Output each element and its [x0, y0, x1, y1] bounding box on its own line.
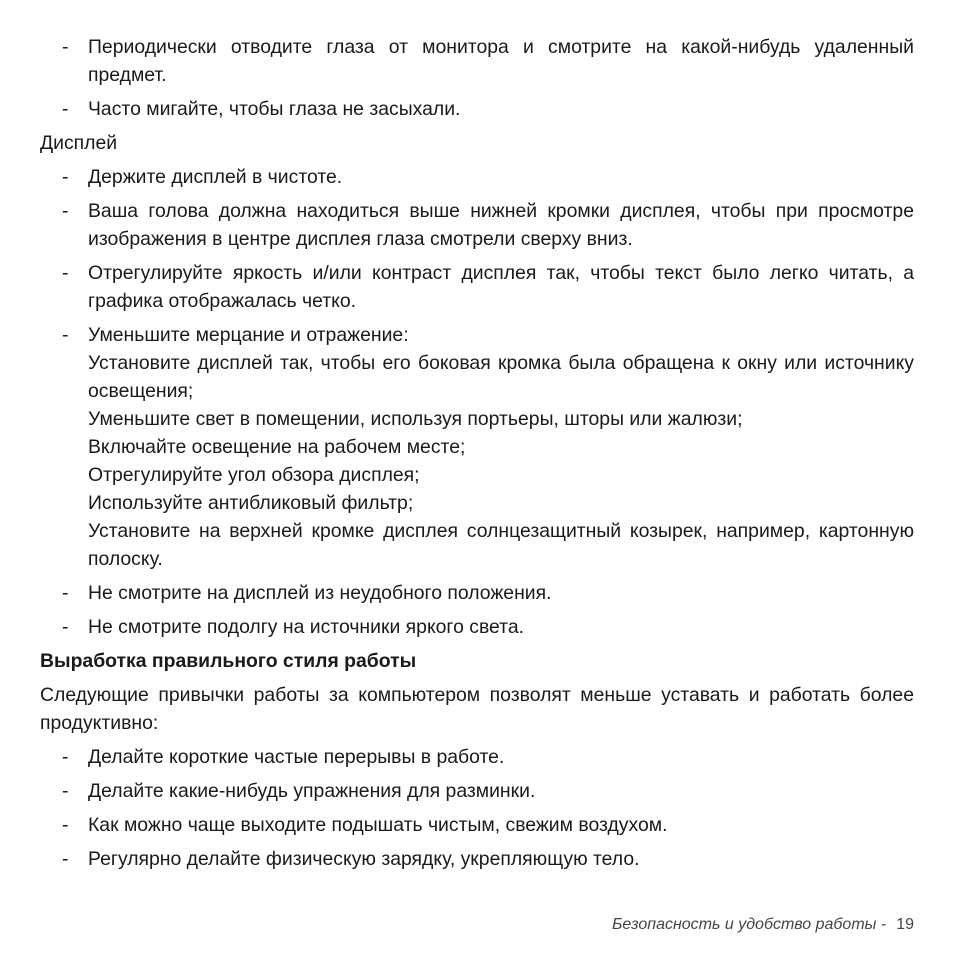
- list-item: - Отрегулируйте яркость и/или контраст дисплея так, чтобы текст было легко читать, а графика отображалась четко.: [40, 259, 914, 315]
- glare-sub-item: Уменьшите свет в помещении, используя портьеры, шторы или жалюзи;: [88, 408, 743, 430]
- glare-sub-item: Установите дисплей так, чтобы его боковая кромка была обращена к окну или источнику освещения;: [88, 352, 914, 402]
- list-item: - Ваша голова должна находиться выше нижней кромки дисплея, чтобы при просмотре изображения в центре дисплея глаза смотрели сверху вниз.: [40, 197, 914, 253]
- display-section-title: Дисплей: [40, 132, 118, 154]
- list-item: - Держите дисплей в чистоте.: [40, 163, 914, 191]
- glare-sub-item: Включайте освещение на рабочем месте;: [88, 436, 466, 458]
- list-item: - Регулярно делайте физическую зарядку, укрепляющую тело.: [40, 845, 914, 873]
- list-item: - Не смотрите подолгу на источники яркого света.: [40, 613, 914, 641]
- list-item: - Делайте какие-нибудь упражнения для разминки.: [40, 777, 914, 805]
- footer-title: Безопасность и удобство работы -: [611, 916, 887, 933]
- glare-sub-item: Используйте антибликовый фильтр;: [88, 492, 414, 514]
- page-footer: [612, 916, 914, 934]
- list-item: - Делайте короткие частые перерывы в работе.: [40, 743, 914, 771]
- page-number: 19: [896, 916, 914, 933]
- list-item: - Периодически отводите глаза от монитора и смотрите на какой-нибудь удаленный предмет.: [40, 33, 914, 89]
- eye-care-list: [40, 33, 914, 123]
- work-style-intro: Следующие привычки работы за компьютером позволят меньше уставать и работать более продуктивно:: [40, 684, 914, 734]
- glare-sub-item: Отрегулируйте угол обзора дисплея;: [88, 464, 420, 486]
- list-item: - Часто мигайте, чтобы глаза не засыхали.: [40, 95, 914, 123]
- page-content: [40, 33, 914, 879]
- work-style-heading: Выработка правильного стиля работы: [40, 650, 417, 672]
- list-item: - Как можно чаще выходите подышать чистым, свежим воздухом.: [40, 811, 914, 839]
- work-habits-list: [40, 743, 914, 873]
- list-item: - Не смотрите на дисплей из неудобного положения.: [40, 579, 914, 607]
- display-list: [40, 163, 914, 641]
- glare-list-item: [40, 321, 914, 573]
- glare-lead: - Уменьшите мерцание и отражение:: [88, 324, 409, 346]
- glare-sub-item: Установите на верхней кромке дисплея солнцезащитный козырек, например, картонную полоску.: [88, 520, 914, 570]
